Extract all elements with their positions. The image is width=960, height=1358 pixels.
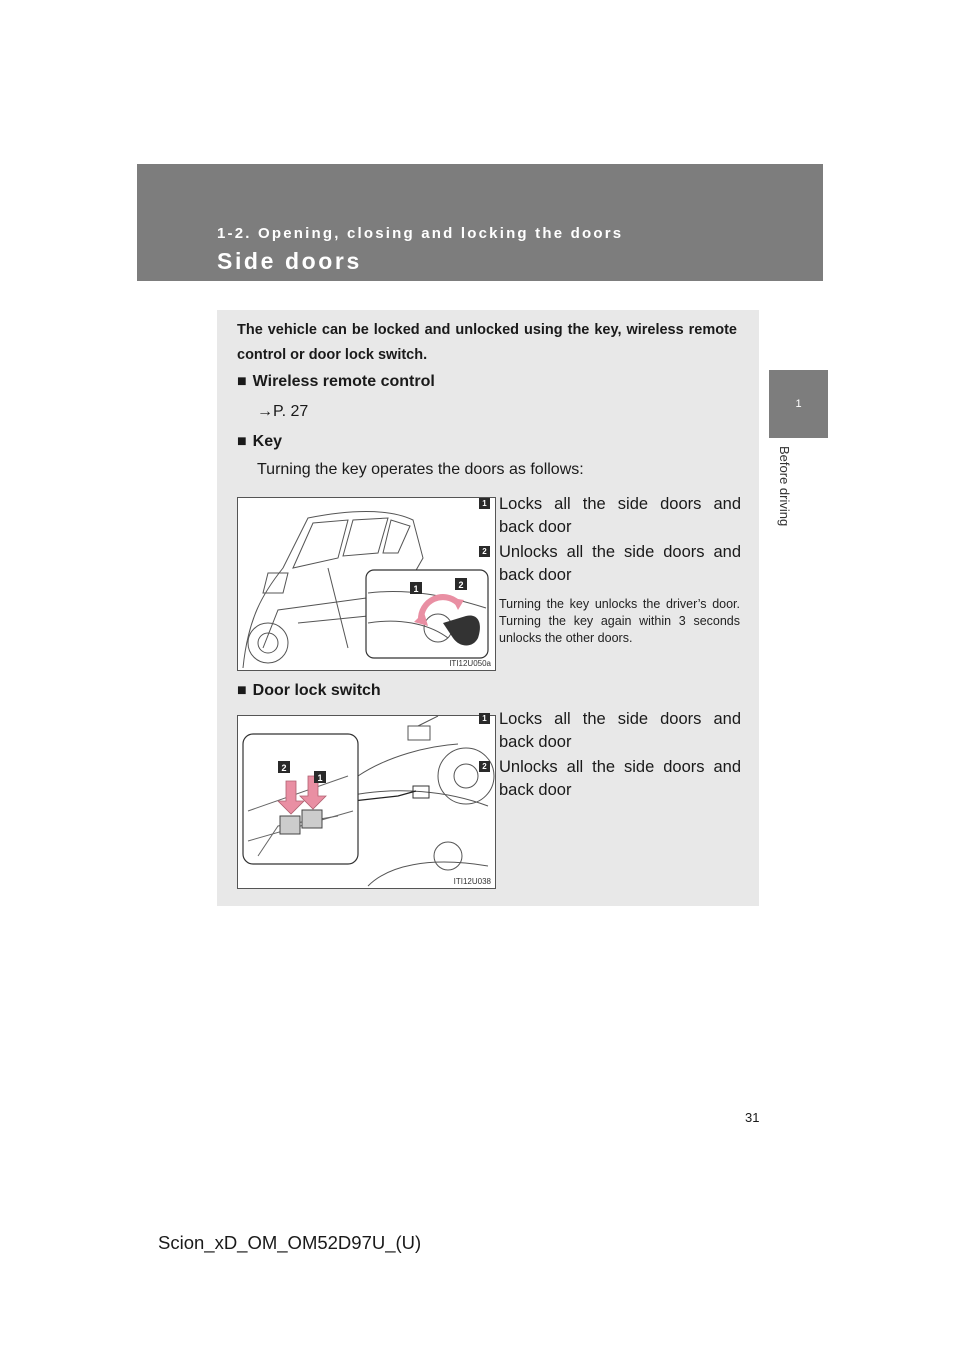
step-number-icon: 2 <box>479 546 490 557</box>
step-lock <box>479 493 741 539</box>
square-bullet-icon: ■ <box>237 373 247 390</box>
step-text: Unlocks all the side doors and back door <box>499 758 741 799</box>
page-number: 31 <box>745 1110 760 1125</box>
square-bullet-icon: ■ <box>237 433 247 450</box>
step-lock <box>479 708 741 754</box>
car-key-illustration <box>238 498 495 670</box>
svg-text:1: 1 <box>317 773 323 783</box>
step-number-icon: 1 <box>479 498 490 509</box>
header-band <box>137 164 823 281</box>
chapter-label: Before driving <box>777 446 792 527</box>
section-heading-wireless-remote <box>237 373 435 391</box>
chapter-number: 1 <box>795 398 802 410</box>
section-title: Door lock switch <box>252 682 381 699</box>
page-title: Side doors <box>217 248 362 274</box>
section-heading-key <box>237 433 282 451</box>
key-description: Turning the key operates the doors as follows: <box>257 461 584 478</box>
square-bullet-icon: ■ <box>237 682 247 699</box>
step-text: Unlocks all the side doors and back door <box>499 543 741 584</box>
door-lock-switch-figure <box>237 715 496 889</box>
section-title: Wireless remote control <box>252 373 435 390</box>
document-code: Scion_xD_OM_OM52D97U_(U) <box>158 1232 422 1253</box>
svg-text:1: 1 <box>413 584 419 594</box>
door-switch-illustration <box>238 716 495 888</box>
svg-text:2: 2 <box>281 763 287 773</box>
svg-text:2: 2 <box>458 580 464 590</box>
figure-code: ITI12U038 <box>453 877 491 886</box>
figure-code: ITI12U050a <box>449 659 491 668</box>
step-number-icon: 1 <box>479 713 490 724</box>
section-heading-door-lock-switch <box>237 682 381 700</box>
step-number-icon: 2 <box>479 761 490 772</box>
section-title: Key <box>252 433 283 450</box>
section-label: 1-2. Opening, closing and locking the doors <box>217 225 624 242</box>
step-unlock <box>479 756 741 802</box>
key-figure <box>237 497 496 671</box>
key-note: Turning the key unlocks the driver’s door. Turning the key again within 3 seconds unlocks the other doors. <box>499 597 740 645</box>
step-text: Locks all the side doors and back door <box>499 710 741 751</box>
chapter-tab[interactable] <box>769 370 828 438</box>
step-text: Locks all the side doors and back door <box>499 495 741 536</box>
intro-text: The vehicle can be locked and unlocked using the key, wireless remote control or door lock switch. <box>237 322 737 363</box>
page-reference-link[interactable]: →P. 27 <box>257 403 309 420</box>
content-box <box>217 310 759 906</box>
step-unlock <box>479 541 741 587</box>
